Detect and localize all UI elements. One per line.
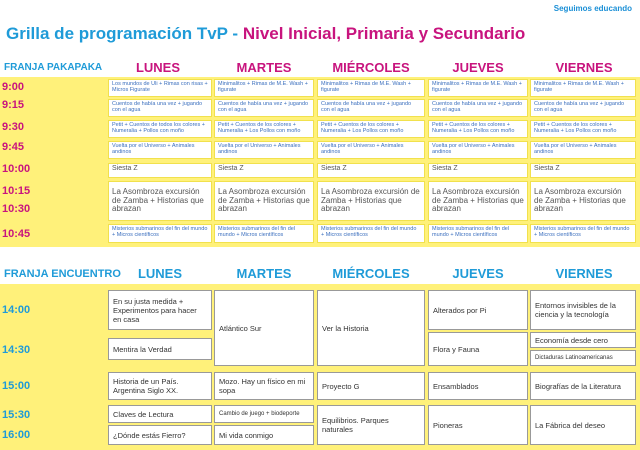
encuentro-day-viernes: VIERNES: [555, 266, 613, 281]
program-cell: Alterados por Pi: [428, 290, 528, 330]
program-cell: La Asombroza excursión de Zamba + Historias que abrazan: [108, 181, 212, 221]
program-cell: Vuelta por el Universo + Animales andinos: [428, 141, 528, 159]
program-cell: Cuentos de había una vez + jugando con el agua: [428, 99, 528, 117]
program-cell: Dictaduras Latinoamericanas: [530, 350, 636, 366]
program-cell: Pioneras: [428, 405, 528, 445]
encuentro-label: FRANJA ENCUENTRO: [4, 268, 121, 280]
program-cell: Ensamblados: [428, 372, 528, 400]
program-cell: Equilibrios. Parques naturales: [317, 405, 425, 445]
program-cell: Minimalitos + Rimas de M.E. Wash + figurate: [214, 79, 314, 97]
time-label: 9:30: [2, 121, 25, 133]
program-cell: La Asombroza excursión de Zamba + Historias que abrazan: [214, 181, 314, 221]
program-cell: Vuelta por el Universo + Animales andinos: [317, 141, 425, 159]
program-cell: Claves de Lectura: [108, 405, 212, 423]
program-cell: ¿Dónde estás Fierro?: [108, 425, 212, 445]
program-cell: Minimalitos + Rimas de M.E. Wash + figurate: [530, 79, 636, 97]
program-cell: Petit + Cuentos de los colores + Numeralia + Los Pollos con moño: [317, 120, 425, 138]
pakapaka-header: [0, 58, 640, 78]
program-cell: Entornos invisibles de la ciencia y la tecnología: [530, 290, 636, 330]
pakapaka-grid: [0, 77, 640, 247]
page-title: [6, 24, 525, 44]
program-cell: Flora y Fauna: [428, 332, 528, 366]
time-label: 15:30: [2, 409, 31, 421]
encuentro-grid: [0, 284, 640, 450]
time-label: 14:00: [2, 304, 31, 316]
program-cell: Economía desde cero: [530, 332, 636, 348]
pakapaka-day-lunes: LUNES: [135, 60, 181, 75]
program-cell: La Asombroza excursión de Zamba + Historias que abrazan: [317, 181, 425, 221]
time-label: 10:00: [2, 163, 31, 175]
pakapaka-day-viernes: VIERNES: [555, 60, 613, 75]
program-cell: Mentira la Verdad: [108, 338, 212, 360]
pakapaka-day-jueves: JUEVES: [452, 60, 504, 75]
program-cell: En su justa medida + Experimentos para hacer en casa: [108, 290, 212, 330]
time-label: 15:00: [2, 380, 31, 392]
encuentro-day-miercoles: MIÉRCOLES: [332, 266, 410, 281]
encuentro-day-jueves: JUEVES: [452, 266, 504, 281]
program-cell: Petit + Cuentos de todos los colores + Numeralia + Pollos con moño: [108, 120, 212, 138]
program-cell: Cuentos de había una vez + jugando con el agua: [214, 99, 314, 117]
program-cell: Minimalitos + Rimas de M.E. Wash + figurate: [428, 79, 528, 97]
program-cell: Cambio de juego + biodeporte: [214, 405, 314, 423]
program-cell: Minimalitos + Rimas de M.E. Wash + figurate: [317, 79, 425, 97]
program-cell: Petit + Cuentos de los colores + Numeralia + Los Pollos con moño: [214, 120, 314, 138]
program-cell: Siesta Z: [108, 163, 212, 178]
program-cell: Siesta Z: [317, 163, 425, 178]
program-cell: Siesta Z: [530, 163, 636, 178]
program-cell: Siesta Z: [214, 163, 314, 178]
program-cell: Mi vida conmigo: [214, 425, 314, 445]
encuentro-header: [0, 264, 640, 284]
title-part-2: Nivel Inicial, Primaria y Secundario: [242, 24, 526, 43]
program-cell: Vuelta por el Universo + Animales andinos: [530, 141, 636, 159]
program-cell: Misterios submarinos del fin del mundo + Micros científicos: [428, 224, 528, 243]
program-cell: Vuelta por el Universo + Animales andinos: [108, 141, 212, 159]
program-cell: Cuentos de había una vez + jugando con el agua: [530, 99, 636, 117]
program-cell: Vuelta por el Universo + Animales andinos: [214, 141, 314, 159]
time-label: 16:00: [2, 429, 31, 441]
time-label: 10:30: [2, 203, 31, 215]
program-cell: La Fábrica del deseo: [530, 405, 636, 445]
brand-label: Seguimos educando: [553, 4, 632, 13]
program-cell: La Asombroza excursión de Zamba + Historias que abrazan: [530, 181, 636, 221]
pakapaka-day-martes: MARTES: [236, 60, 292, 75]
program-cell: Atlántico Sur: [214, 290, 314, 366]
pakapaka-day-miercoles: MIÉRCOLES: [332, 60, 410, 75]
time-label: 9:45: [2, 141, 25, 153]
program-cell: Ver la Historia: [317, 290, 425, 366]
program-cell: Historia de un País. Argentina Siglo XX.: [108, 372, 212, 400]
program-cell: Misterios submarinos del fin del mundo + Micros científicos: [108, 224, 212, 243]
program-cell: Los mundos de Uli + Rimas con risas + Micros Figurate: [108, 79, 212, 97]
program-cell: Misterios submarinos del fin del mundo + Micros científicos: [530, 224, 636, 243]
time-label: 10:15: [2, 185, 31, 197]
program-cell: Siesta Z: [428, 163, 528, 178]
program-cell: Petit + Cuentos de los colores + Numeralia + Los Pollos con moño: [428, 120, 528, 138]
program-cell: Proyecto G: [317, 372, 425, 400]
program-cell: Biografías de la Literatura: [530, 372, 636, 400]
encuentro-day-martes: MARTES: [236, 266, 292, 281]
pakapaka-label: FRANJA PAKAPAKA: [4, 62, 103, 73]
program-cell: Misterios submarinos del fin del mundo + Micros científicos: [317, 224, 425, 243]
program-cell: Petit + Cuentos de los colores + Numeralia + Los Pollos con moño: [530, 120, 636, 138]
program-cell: Mozo. Hay un físico en mi sopa: [214, 372, 314, 400]
title-part-1: Grilla de programación TvP -: [6, 24, 243, 43]
time-label: 9:00: [2, 81, 25, 93]
time-label: 9:15: [2, 99, 25, 111]
time-label: 14:30: [2, 344, 31, 356]
program-cell: La Asombroza excursión de Zamba + Historias que abrazan: [428, 181, 528, 221]
program-cell: Misterios submarinos del fin del mundo + Micros científicos: [214, 224, 314, 243]
time-label: 10:45: [2, 228, 31, 240]
program-cell: Cuentos de había una vez + jugando con el agua: [317, 99, 425, 117]
program-cell: Cuentos de había una vez + jugando con el agua: [108, 99, 212, 117]
encuentro-day-lunes: LUNES: [137, 266, 183, 281]
